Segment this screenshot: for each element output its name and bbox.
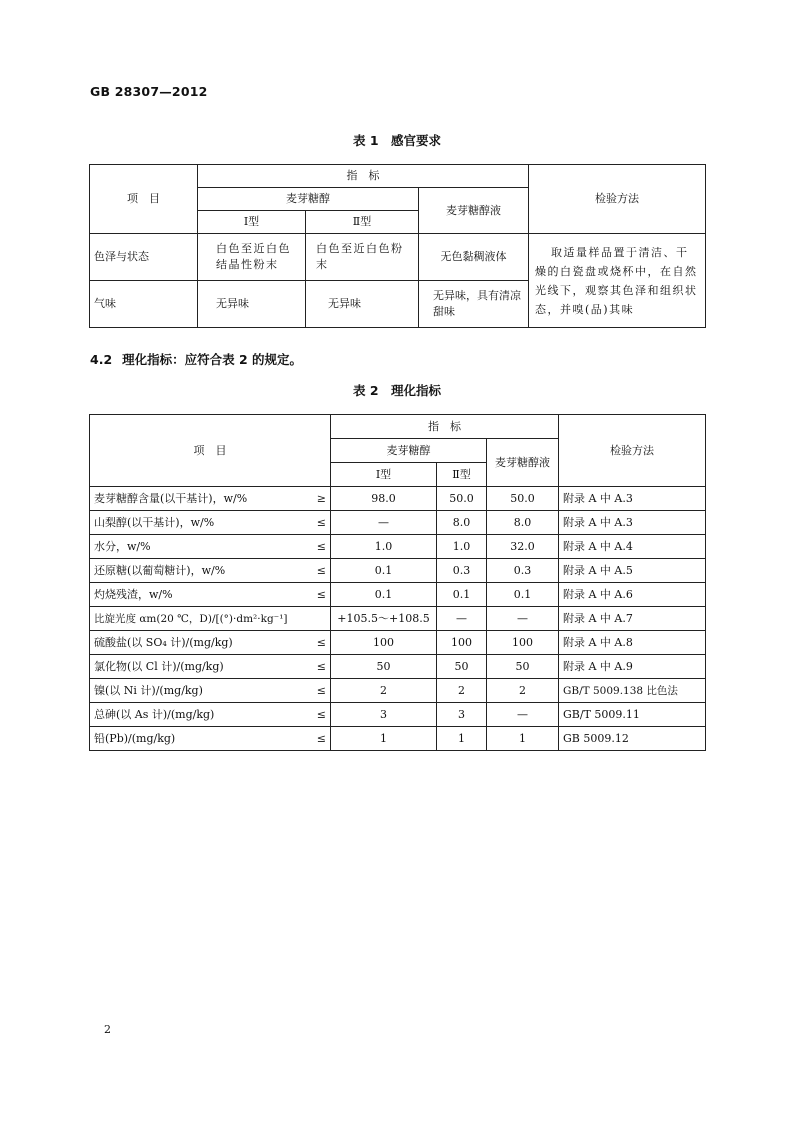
row-type1-value: 2 [331,679,437,703]
table1-row1-type2: 白色至近白色粉末 [306,234,419,281]
table1-row2-liquid: 无异味，具有清凉甜味 [419,281,529,328]
comparison-symbol: ≤ [316,563,326,577]
table2-caption [0,381,794,399]
row-type2-value: 3 [437,703,487,727]
table1-row1-item: 色泽与状态 [90,234,198,281]
row-type2-value: 2 [437,679,487,703]
table2-header-liquid: 麦芽糖醇液 [487,439,559,487]
row-item: 比旋光度 αm(20 ℃，D)/[(°)·dm²·kg⁻¹] [94,612,288,625]
comparison-symbol: ≤ [316,683,326,697]
table2-header-method: 检验方法 [559,415,706,487]
comparison-symbol: ≤ [316,707,326,721]
table1-header-index: 指 标 [198,165,529,188]
row-type1-value: — [331,511,437,535]
comparison-symbol: ≤ [316,587,326,601]
comparison-symbol: ≤ [316,659,326,673]
row-type2-value: 1.0 [437,535,487,559]
table1-row1-liquid: 无色黏稠液体 [419,234,529,281]
table1-caption-number: 表 1 [353,133,379,148]
table1-caption [0,131,794,149]
row-type2-value: 1 [437,727,487,751]
table-row [90,487,706,511]
row-type2-value: 8.0 [437,511,487,535]
table1-caption-title: 感官要求 [390,133,441,148]
row-method: GB/T 5009.11 [559,703,706,727]
row-liquid-value: — [487,703,559,727]
table-row [90,727,706,751]
clause-number: 4.2 [90,352,113,367]
table1-method-text: 取适量样品置于清洁、干燥的白瓷盘或烧杯中，在自然光线下，观察其色泽和组织状态，并嗅(品)其味 [529,234,706,328]
row-method: 附录 A 中 A.4 [559,535,706,559]
standard-number-header: GB 28307—2012 [90,84,208,99]
comparison-symbol: ≤ [316,635,326,649]
row-liquid-value: 50 [487,655,559,679]
table2-header-index: 指 标 [331,415,559,439]
table2-header-item: 项 目 [90,415,331,487]
comparison-symbol: ≥ [316,491,326,505]
row-type1-value: 1.0 [331,535,437,559]
row-method: 附录 A 中 A.6 [559,583,706,607]
row-type2-value: 50 [437,655,487,679]
row-type1-value: 0.1 [331,559,437,583]
table2-header-type2: Ⅱ型 [437,463,487,487]
comparison-symbol: ≤ [316,539,326,553]
table1-row1-type1: 白色至近白色结晶性粉末 [198,234,306,281]
table1-row2-type2: 无异味 [306,281,419,328]
row-item: 氯化物(以 Cl 计)/(mg/kg) [94,659,224,673]
clause-text: 理化指标：应符合表 2 的规定。 [122,352,303,367]
row-type2-value: 100 [437,631,487,655]
row-liquid-value: — [487,607,559,631]
table2-header-maltitol: 麦芽糖醇 [331,439,487,463]
table-row [90,703,706,727]
row-liquid-value: 8.0 [487,511,559,535]
table-row [90,583,706,607]
row-type1-value: +105.5～+108.5 [331,607,437,631]
row-liquid-value: 0.3 [487,559,559,583]
table-row [90,559,706,583]
row-type2-value: 0.3 [437,559,487,583]
table1-row2-type1: 无异味 [198,281,306,328]
row-method: 附录 A 中 A.5 [559,559,706,583]
row-item: 山梨醇(以干基计)，w/% [94,515,215,529]
row-type1-value: 3 [331,703,437,727]
table1-header-method: 检验方法 [529,165,706,234]
physicochemical-indexes-table [89,414,706,751]
row-type2-value: — [437,607,487,631]
row-method: GB 5009.12 [559,727,706,751]
comparison-symbol: ≤ [316,515,326,529]
table2-caption-title: 理化指标 [390,383,441,398]
table-row [90,511,706,535]
row-method: 附录 A 中 A.7 [559,607,706,631]
table2-caption-number: 表 2 [353,383,379,398]
row-type1-value: 100 [331,631,437,655]
row-method: 附录 A 中 A.3 [559,487,706,511]
row-liquid-value: 100 [487,631,559,655]
row-liquid-value: 50.0 [487,487,559,511]
table1-header-maltitol: 麦芽糖醇 [198,188,419,211]
row-method: 附录 A 中 A.8 [559,631,706,655]
row-type2-value: 50.0 [437,487,487,511]
table-row [90,535,706,559]
table1-row2-item: 气味 [90,281,198,328]
table-row [90,631,706,655]
table-row [90,655,706,679]
row-type1-value: 0.1 [331,583,437,607]
row-item: 灼烧残渣，w/% [94,587,173,601]
row-type2-value: 0.1 [437,583,487,607]
row-item: 麦芽糖醇含量(以干基计)，w/% [94,491,248,505]
clause-4-2 [90,350,302,368]
sensory-requirements-table [89,164,706,328]
row-item: 铅(Pb)/(mg/kg) [94,731,176,745]
table1-header-type2: Ⅱ型 [306,211,419,234]
comparison-symbol: ≤ [316,731,326,745]
row-item: 总砷(以 As 计)/(mg/kg) [94,707,215,721]
row-type1-value: 50 [331,655,437,679]
page-number: 2 [104,1023,111,1036]
row-liquid-value: 32.0 [487,535,559,559]
table-row [90,679,706,703]
row-method: GB/T 5009.138 比色法 [559,679,706,703]
row-liquid-value: 1 [487,727,559,751]
row-liquid-value: 0.1 [487,583,559,607]
row-item: 还原糖(以葡萄糖计)，w/% [94,563,226,577]
row-method: 附录 A 中 A.3 [559,511,706,535]
table1-header-item: 项 目 [90,165,198,234]
table1-header-type1: Ⅰ型 [198,211,306,234]
row-item: 镍(以 Ni 计)/(mg/kg) [94,683,203,697]
row-method: 附录 A 中 A.9 [559,655,706,679]
table2-header-type1: Ⅰ型 [331,463,437,487]
row-type1-value: 98.0 [331,487,437,511]
row-item: 水分，w/% [94,539,151,553]
row-type1-value: 1 [331,727,437,751]
table-row [90,607,706,631]
table1-header-liquid: 麦芽糖醇液 [419,188,529,234]
row-liquid-value: 2 [487,679,559,703]
row-item: 硫酸盐(以 SO₄ 计)/(mg/kg) [94,635,233,649]
